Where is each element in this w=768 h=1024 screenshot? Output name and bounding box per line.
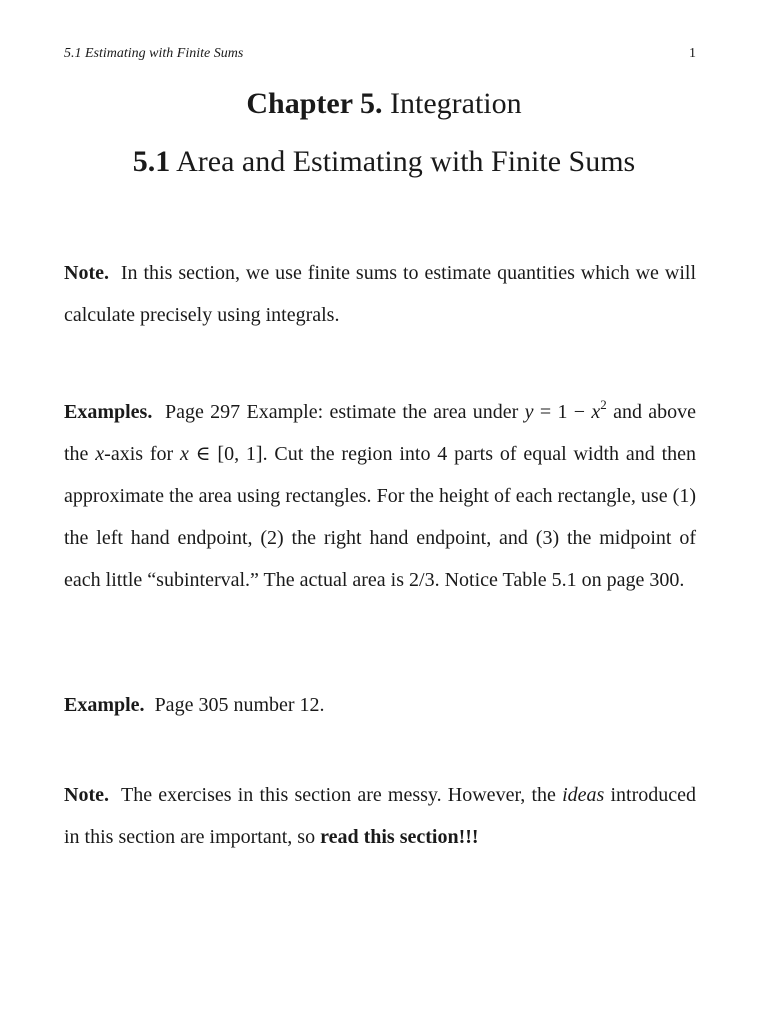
math-y: y: [524, 401, 534, 423]
math-x-var: x: [180, 443, 189, 465]
note-label: Note.: [64, 262, 109, 284]
examples-text-2: and above the: [64, 401, 697, 465]
examples-label: Examples.: [64, 401, 153, 423]
examples-paragraph: [64, 384, 696, 601]
chapter-name: Integration: [390, 87, 522, 120]
note-paragraph-2: [64, 774, 696, 858]
math-eq: = 1 −: [533, 401, 592, 423]
read-this-section-emphasis: read this section!!!: [320, 826, 479, 848]
example-text: Page 305 number 12.: [154, 694, 325, 716]
math-exponent: 2: [600, 397, 607, 412]
math-x-axis: x: [95, 443, 105, 465]
note2-text-1: The exercises in this section are messy. However, the: [120, 784, 563, 806]
section-name: Area and Estimating with Finite Sums: [176, 145, 636, 178]
section-number: 5.1: [132, 145, 171, 178]
page-number: 1: [689, 46, 696, 61]
chapter-title: [0, 84, 768, 124]
note-label-2: Note.: [64, 784, 109, 806]
note-text: In this section, we use finite sums to estimate quantities which we will calculate precisely using integrals.: [64, 262, 696, 326]
running-head-title: 5.1 Estimating with Finite Sums: [64, 46, 244, 61]
section-title: [0, 142, 768, 182]
ideas-emphasis: ideas: [562, 784, 605, 806]
example-label: Example.: [64, 694, 145, 716]
note2-text-2: introduced in this section are important, so: [64, 784, 697, 848]
math-interval: ∈ [0, 1]: [188, 443, 263, 465]
example-paragraph: [64, 684, 696, 726]
chapter-label: Chapter 5.: [246, 87, 383, 120]
examples-text-4: . Cut the region into 4 parts of equal width and then approximate the area using rectangles. For the height of each rectangle, use (1) the left hand endpoint, (2) the right hand endpoint, and (3) the midpoint of each little “subinterval.” The actual area is 2/3. Notice Table 5.1 on page 300.: [64, 443, 697, 591]
math-x: x: [591, 401, 601, 423]
examples-text-1: Page 297 Example: estimate the area under: [164, 401, 519, 423]
note-paragraph-1: [64, 252, 696, 336]
running-head: [64, 46, 696, 62]
examples-text-3: -axis for: [104, 443, 181, 465]
